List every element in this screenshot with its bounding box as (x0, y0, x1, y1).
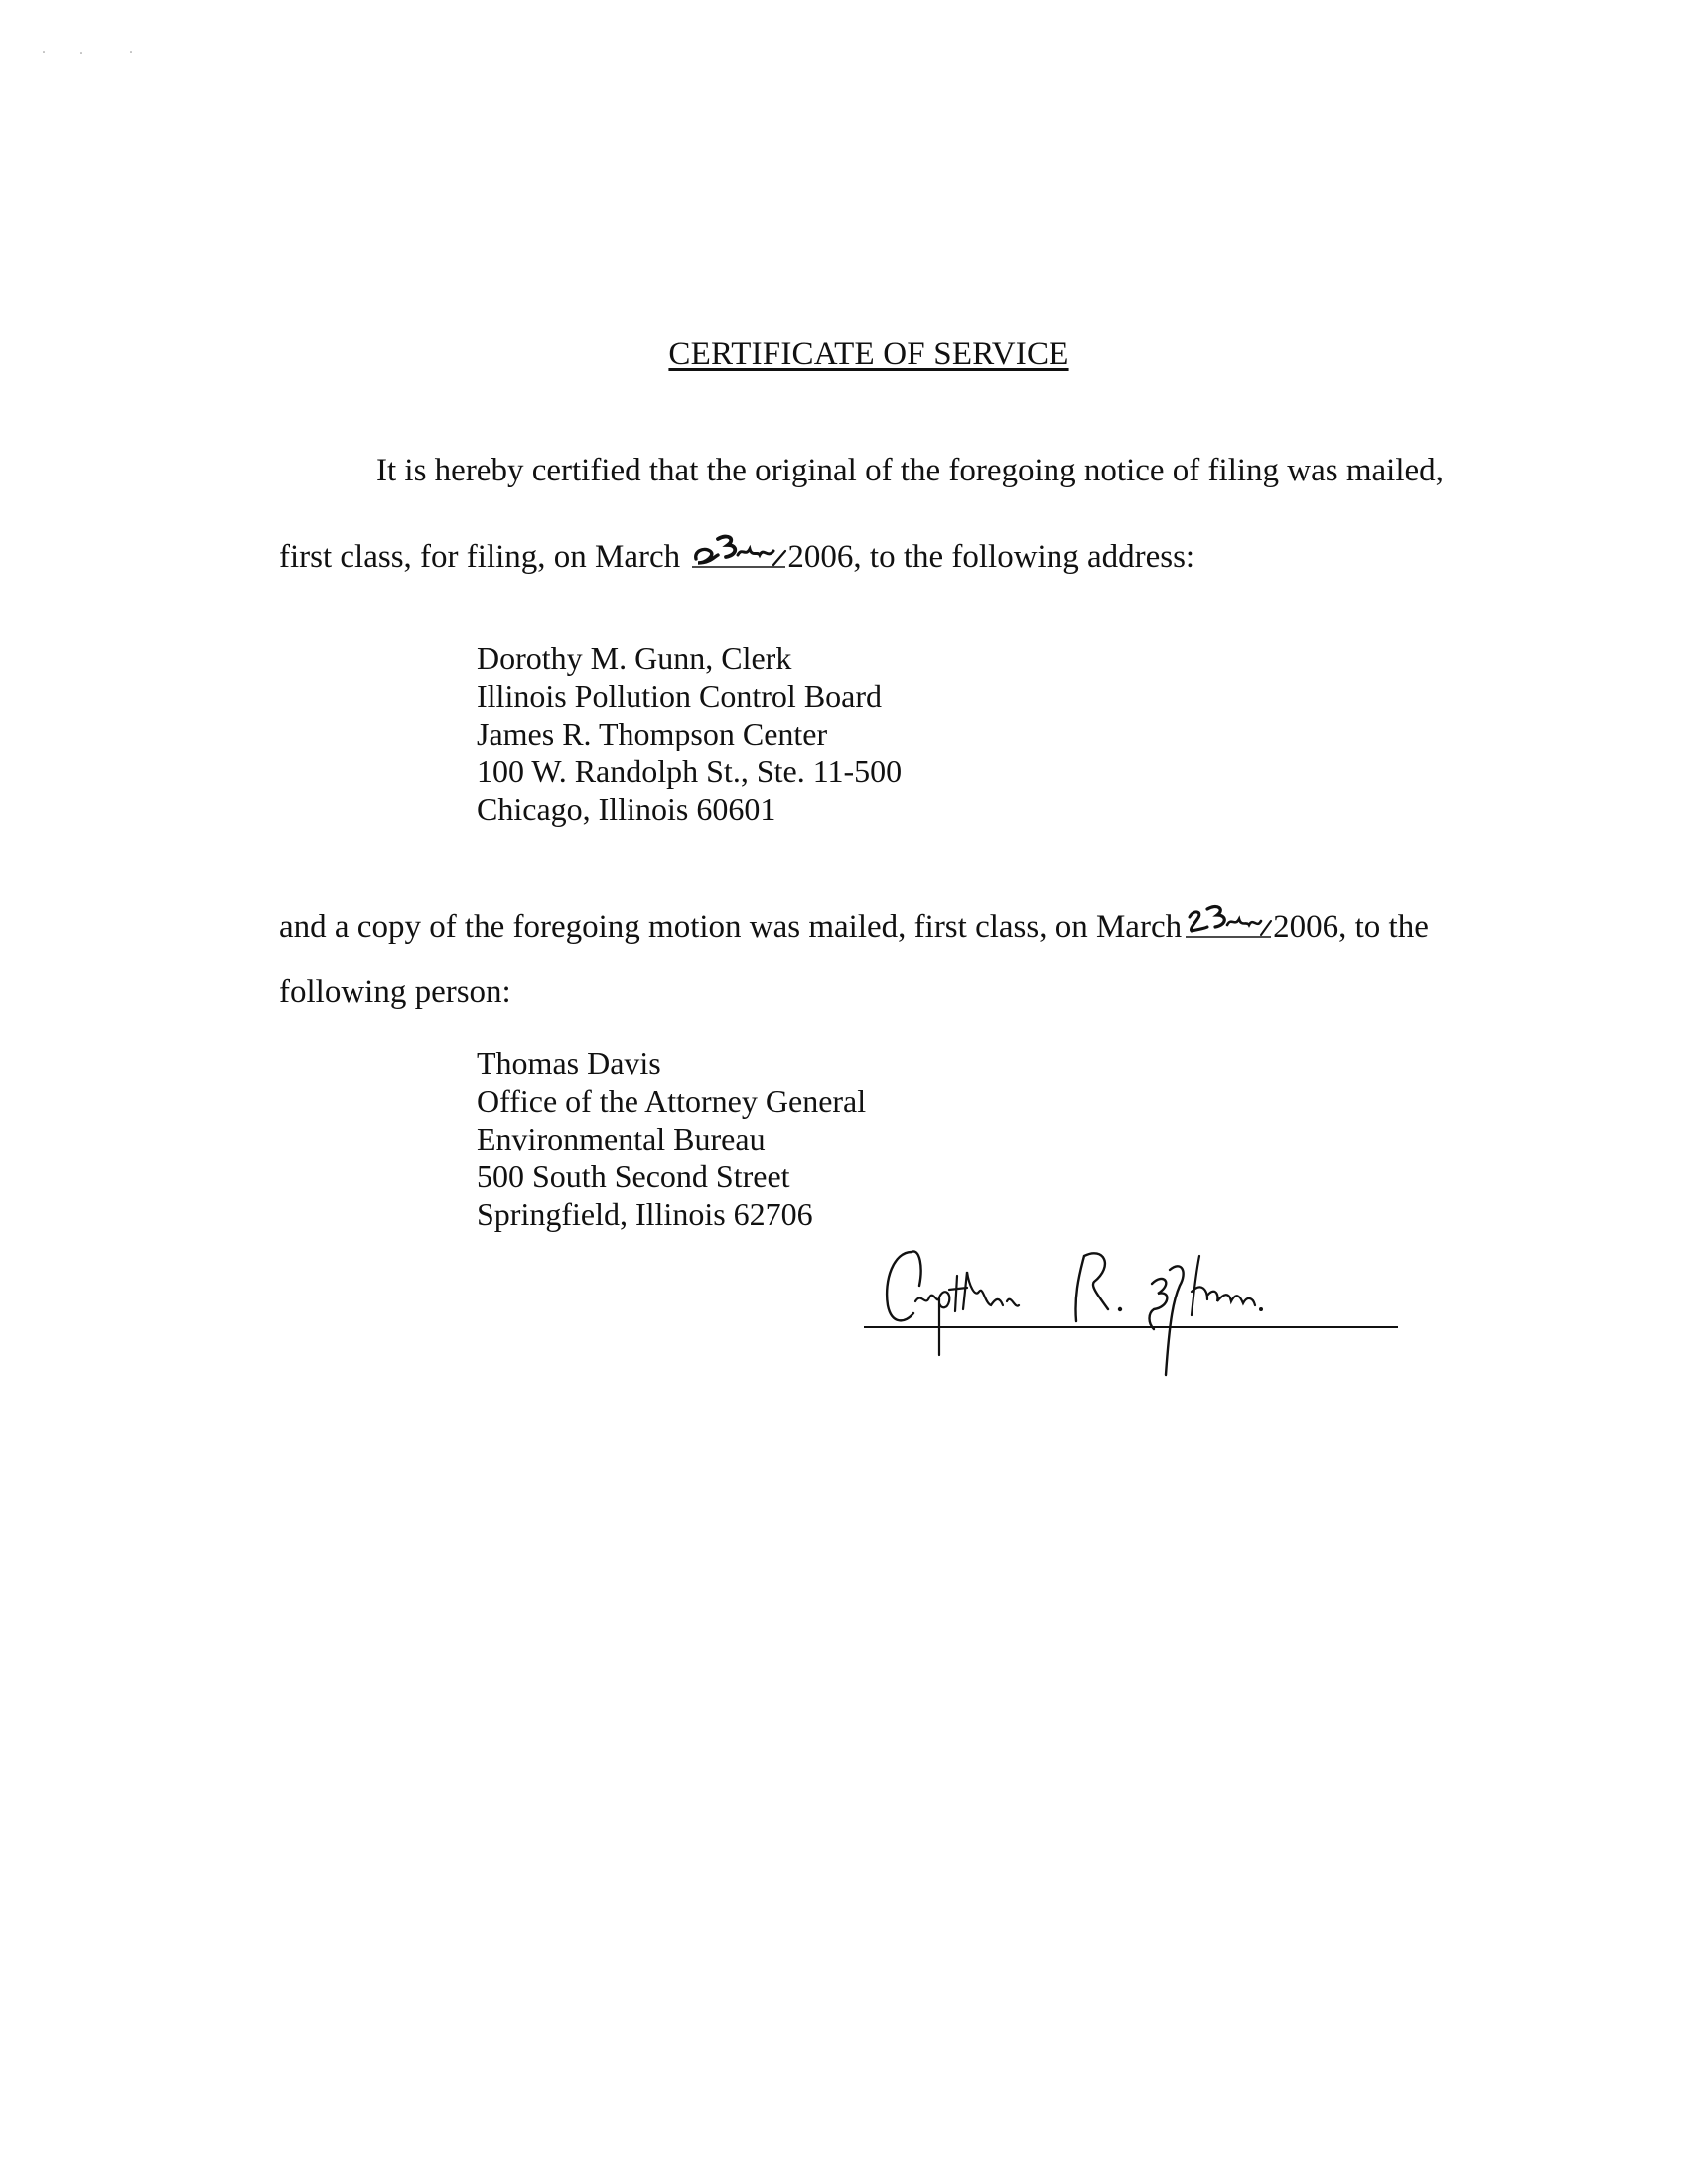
document-title: CERTIFICATE OF SERVICE (668, 337, 1069, 372)
address-block-1 (477, 639, 902, 828)
address2-line: 500 South Second Street (477, 1159, 790, 1194)
handwritten-date-2 (1182, 899, 1273, 943)
address2-line: Environmental Bureau (477, 1121, 766, 1157)
paragraph1-line2-after: 2006, to the following address: (787, 539, 1195, 575)
handwritten-date-1 (688, 529, 787, 573)
address1-line: Dorothy M. Gunn, Clerk (477, 640, 792, 676)
address1-line: James R. Thompson Center (477, 716, 828, 751)
paragraph2-line2: following person: (279, 974, 511, 1010)
paragraph1-line2-before: first class, for filing, on March (279, 539, 681, 575)
paragraph1-line2 (279, 529, 1194, 574)
address1-line: Chicago, Illinois 60601 (477, 791, 776, 827)
paragraph1-line1: It is hereby certified that the original of the foregoing notice of filing was mailed, (376, 453, 1444, 488)
signature (854, 1226, 1410, 1385)
address1-line: Illinois Pollution Control Board (477, 678, 883, 714)
address2-line: Springfield, Illinois 62706 (477, 1196, 813, 1232)
paragraph2-line1-after: 2006, to the (1273, 909, 1429, 945)
address2-line: Office of the Attorney General (477, 1083, 867, 1119)
paragraph2-line1-before: and a copy of the foregoing motion was mailed, first class, on March (279, 909, 1183, 945)
paragraph2-line1 (279, 899, 1429, 944)
address-block-2 (477, 1044, 866, 1233)
address1-line: 100 W. Randolph St., Ste. 11-500 (477, 753, 903, 789)
scan-specks (40, 48, 159, 58)
address2-line: Thomas Davis (477, 1045, 661, 1081)
